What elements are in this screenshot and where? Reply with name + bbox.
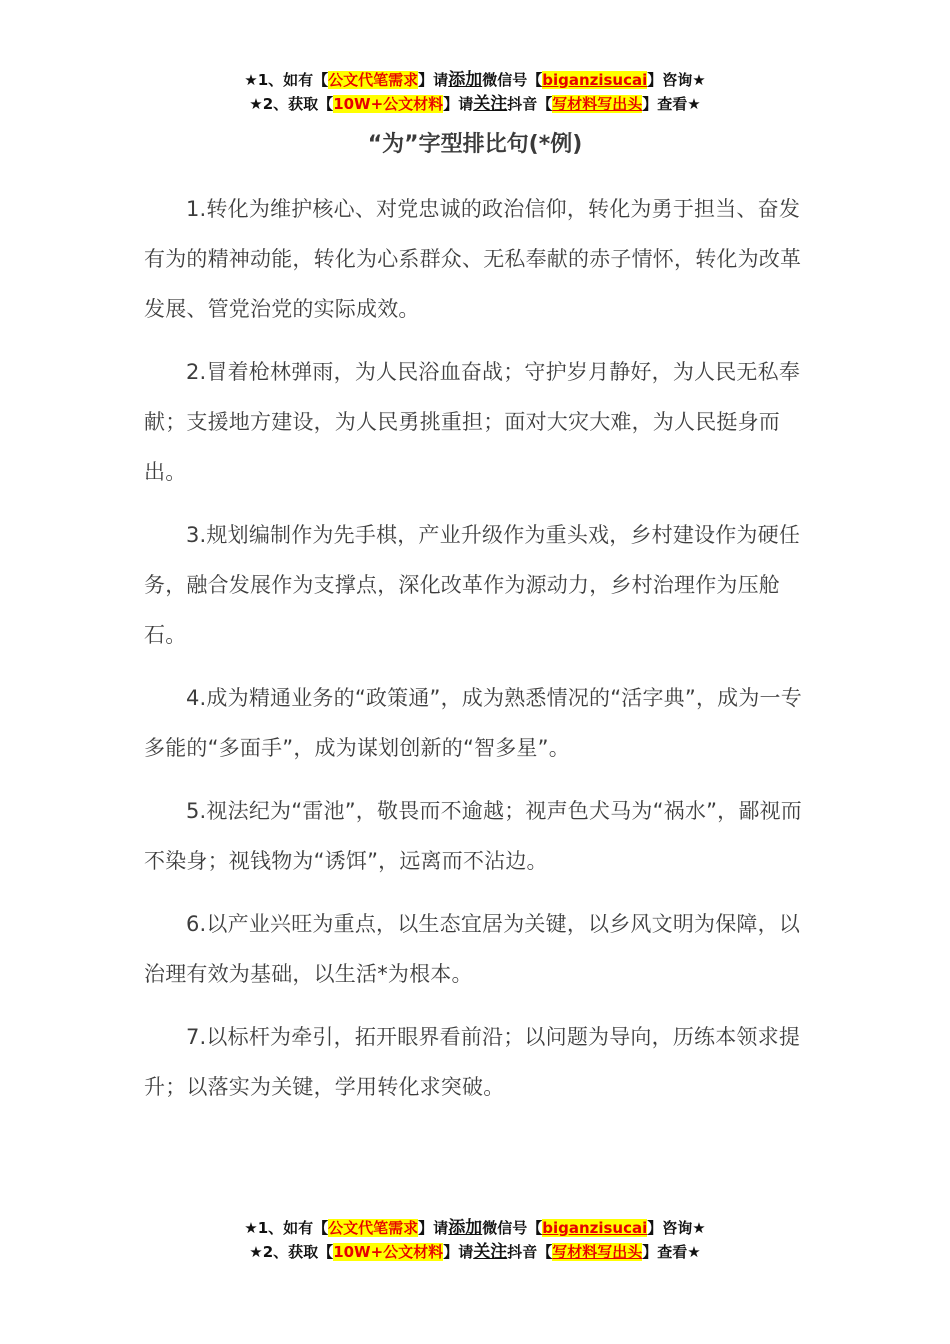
paragraph: 1.转化为维护核心、对党忠诚的政治信仰，转化为勇于担当、奋发有为的精神动能，转化为心系群众、无私奉献的赤子情怀，转化为改革发展、管党治党的实际成效。 — [144, 197, 802, 321]
highlight-text: 10W+公文材料 — [333, 1243, 444, 1261]
star-icon: ★ — [244, 1219, 258, 1237]
paragraph: 7.以标杆为牵引，拓开眼界看前沿；以问题为导向，历练本领求提升；以落实为关键，学用转化求突破。 — [144, 1025, 801, 1099]
promo-line-2: ★2、获取【10W+公文材料】请关注抖音【写材料写出头】查看★ — [249, 1242, 701, 1262]
douyin-account: 写材料写出头 — [552, 1243, 643, 1261]
document-title: “为”字型排比句(*例) — [367, 132, 583, 157]
promo-banner-bottom — [0, 1216, 950, 1264]
paragraph: 2.冒着枪林弹雨，为人民浴血奋战；守护岁月静好，为人民无私奉献；支援地方建设，为人民勇挑重担；面对大灾大难，为人民挺身而出。 — [144, 360, 801, 484]
promo-banner-top — [0, 68, 950, 116]
star-icon: ★ — [249, 95, 263, 113]
paragraph: 3.规划编制作为先手棋，产业升级作为重头戏，乡村建设作为硬任务，融合发展作为支撑点，深化改革作为源动力，乡村治理作为压舱石。 — [144, 523, 801, 647]
star-icon: ★ — [244, 71, 258, 89]
document-body — [144, 184, 816, 1125]
douyin-account: 写材料写出头 — [552, 95, 643, 113]
star-icon: ★ — [249, 1243, 263, 1261]
paragraph: 6.以产业兴旺为重点，以生态宜居为关键，以乡风文明为保障，以治理有效为基础，以生活*为根本。 — [144, 912, 801, 986]
highlight-text: 10W+公文材料 — [333, 95, 444, 113]
wechat-id: biganzisucai — [542, 71, 648, 89]
promo-line-1: ★1、如有【公文代笔需求】请添加微信号【biganzisucai】咨询★ — [244, 70, 706, 90]
paragraph: 5.视法纪为“雷池”，敬畏而不逾越；视声色犬马为“祸水”，鄙视而不染身；视钱物为“诱饵”，远离而不沾边。 — [144, 799, 802, 873]
paragraph: 4.成为精通业务的“政策通”，成为熟悉情况的“活字典”，成为一专多能的“多面手”，成为谋划创新的“智多星”。 — [144, 686, 802, 760]
wechat-id: biganzisucai — [542, 1219, 648, 1237]
highlight-text: 公文代笔需求 — [328, 71, 419, 89]
promo-line-2: ★2、获取【10W+公文材料】请关注抖音【写材料写出头】查看★ — [249, 94, 701, 114]
promo-line-1: ★1、如有【公文代笔需求】请添加微信号【biganzisucai】咨询★ — [244, 1218, 706, 1238]
highlight-text: 公文代笔需求 — [328, 1219, 419, 1237]
